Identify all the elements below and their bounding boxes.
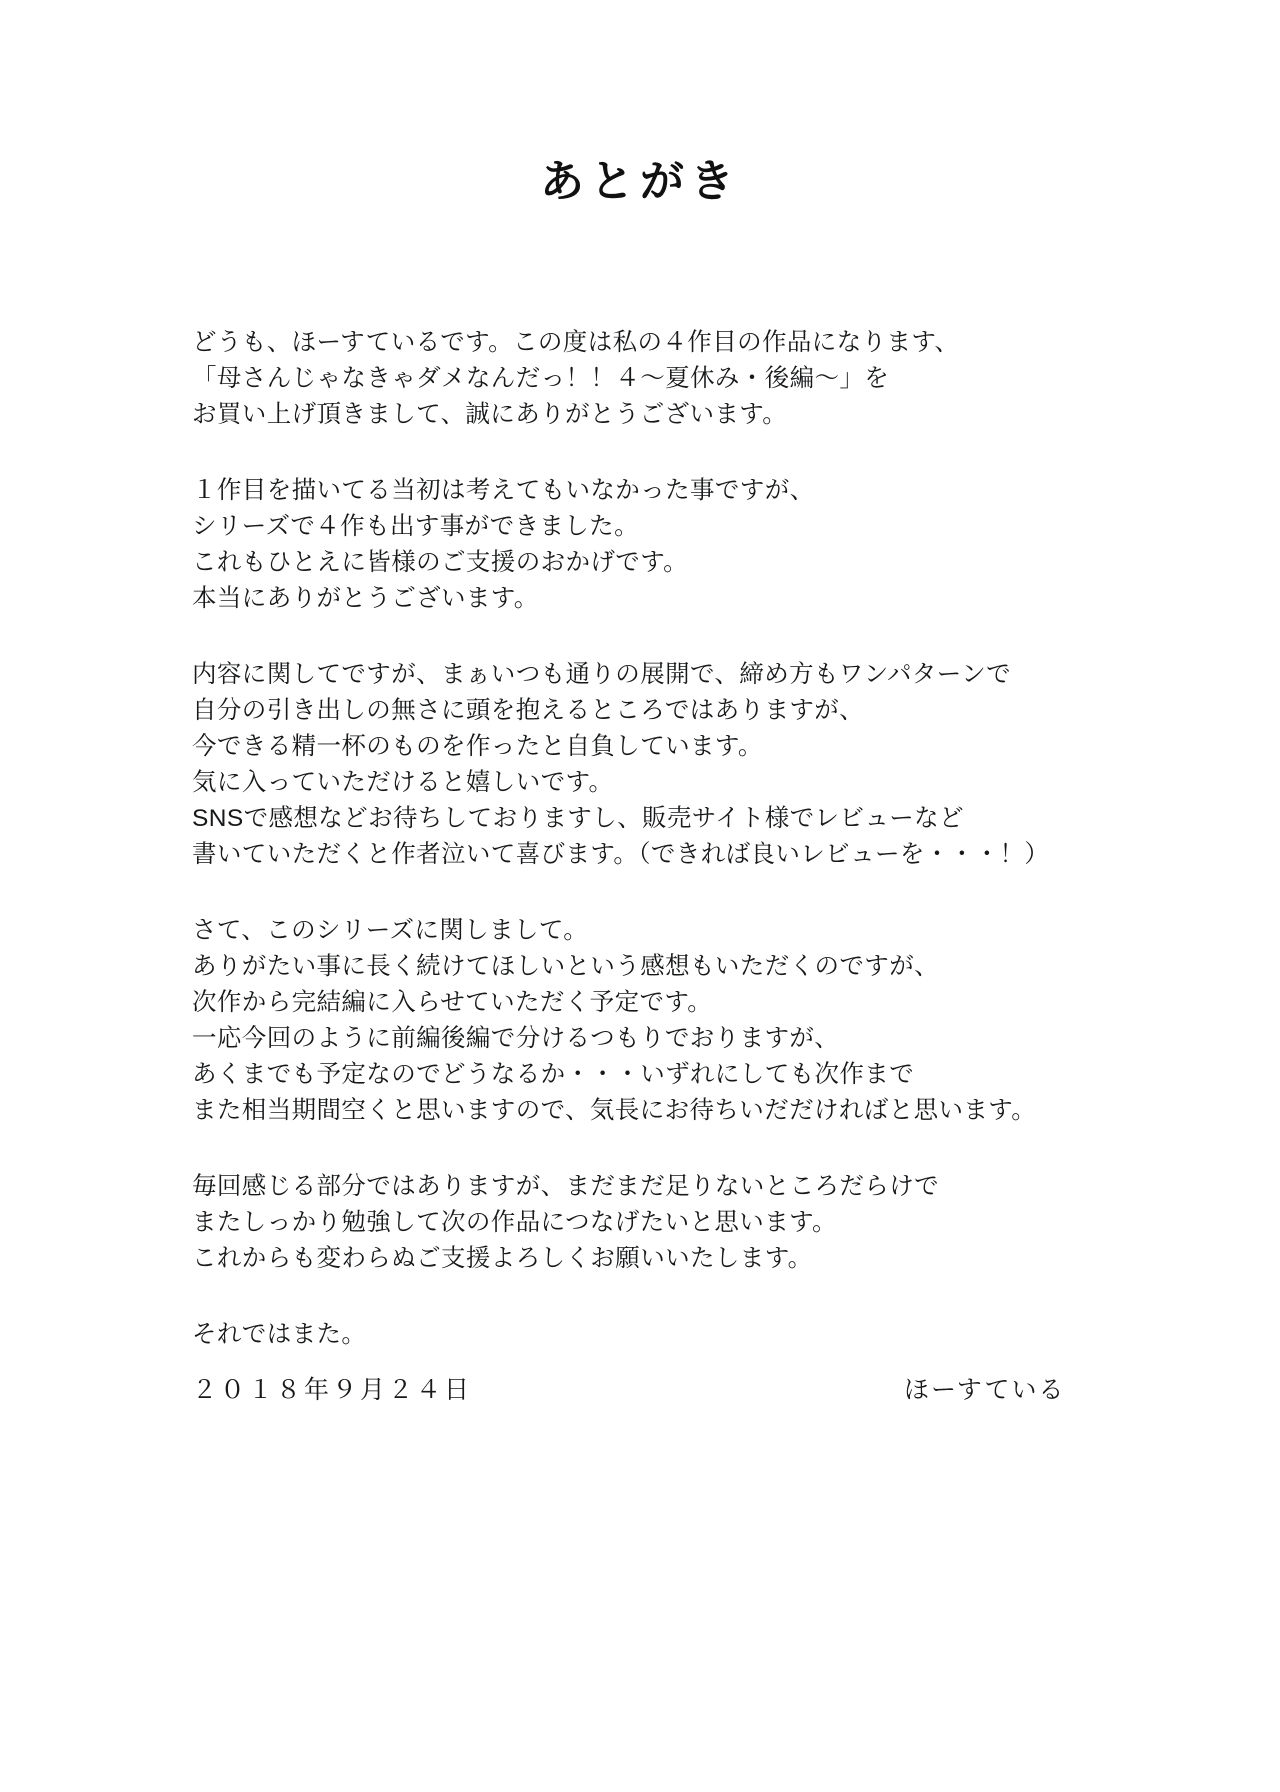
text-line: 内容に関してですが、まぁいつも通りの展開で、締め方もワンパターンで	[192, 661, 1012, 688]
text-line: 次作から完結編に入らせていただく予定です。	[192, 989, 713, 1016]
text-line: SNSで感想などお待ちしておりますし、販売サイト様でレビューなど	[192, 805, 964, 832]
paragraph	[192, 1317, 1152, 1353]
footer-author: ほーすている	[904, 1376, 1066, 1404]
text-line: これからも変わらぬご支援よろしくお願いいたします。	[192, 1245, 813, 1272]
afterword-body	[192, 325, 1152, 1353]
paragraph	[192, 325, 1152, 433]
text-line: またしっかり勉強して次の作品につなげたいと思います。	[192, 1209, 837, 1236]
text-line: シリーズで４作も出す事ができました。	[192, 513, 639, 540]
paragraph	[192, 913, 1152, 1129]
text-line: 本当にありがとうございます。	[192, 585, 539, 612]
paragraph	[192, 1169, 1152, 1277]
text-line: 書いていただくと作者泣いて喜びます。（できれば良いレビューを・・・！）	[192, 841, 1050, 868]
paragraph	[192, 657, 1152, 873]
document-footer	[192, 1370, 1152, 1406]
text-line: さて、このシリーズに関しまして。	[192, 917, 589, 944]
footer-date: ２０１８年９月２４日	[192, 1376, 473, 1404]
paragraph	[192, 473, 1152, 617]
text-line: 自分の引き出しの無さに頭を抱えるところではありますが、	[192, 697, 865, 724]
text-line: 「母さんじゃなきゃダメなんだっ！！４〜夏休み・後編〜」を	[192, 365, 890, 392]
text-line: １作目を描いてる当初は考えてもいなかった事ですが、	[192, 477, 815, 504]
text-line: どうも、ほーすているです。この度は私の４作目の作品になります、	[192, 329, 960, 356]
text-line: また相当期間空くと思いますので、気長にお待ちいだだければと思います。	[192, 1097, 1037, 1124]
text-line: 気に入っていただけると嬉しいです。	[192, 769, 614, 796]
text-line: あくまでも予定なのでどうなるか・・・いずれにしても次作まで	[192, 1061, 915, 1088]
text-line: 一応今回のように前編後編で分けるつもりでおりますが、	[192, 1025, 840, 1052]
text-line: 今できる精一杯のものを作ったと自負しています。	[192, 733, 763, 760]
page-title: あとがき	[540, 157, 740, 206]
text-line: それではまた。	[192, 1321, 367, 1348]
text-line: これもひとえに皆様のご支援のおかげです。	[192, 549, 689, 576]
text-line: ありがたい事に長く続けてほしいという感想もいただくのですが、	[192, 953, 939, 980]
text-line: お買い上げ頂きまして、誠にありがとうございます。	[192, 401, 788, 428]
text-line: 毎回感じる部分ではありますが、まだまだ足りないところだらけで	[192, 1173, 939, 1200]
